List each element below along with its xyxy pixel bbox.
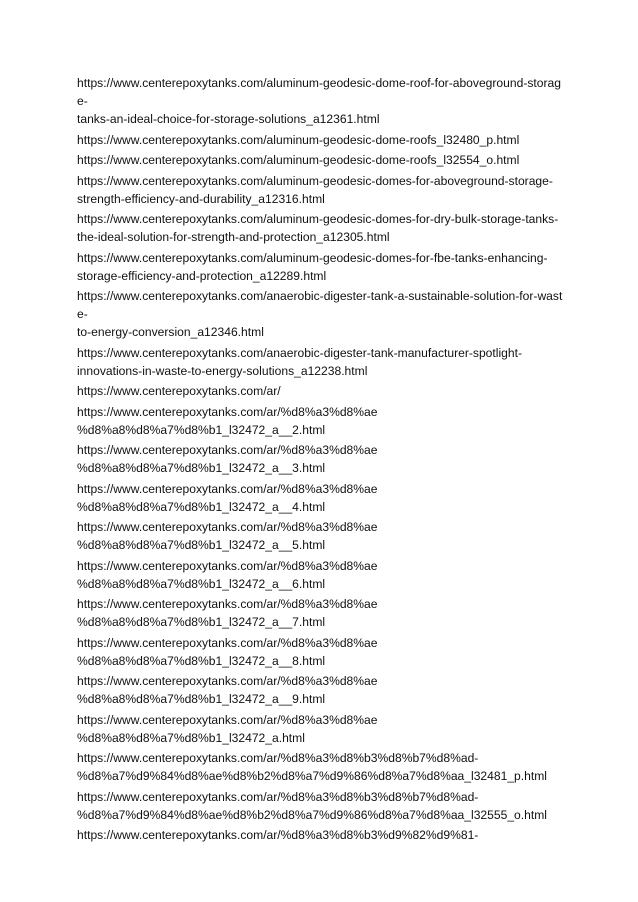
url-item: https://www.centerepoxytanks.com/ar/%d8%a3%d8%ae %d8%a8%d8%a7%d8%b1_l32472_a__2.html bbox=[77, 404, 378, 437]
url-item: https://www.centerepoxytanks.com/aluminum-geodesic-dome-roof-for-aboveground-storage- tanks-an-ideal-choice-for-storage-solutions_a12361.html bbox=[77, 76, 561, 126]
url-item: https://www.centerepoxytanks.com/ar/%d8%a3%d8%ae %d8%a8%d8%a7%d8%b1_l32472_a__4.html bbox=[77, 481, 378, 514]
url-item: https://www.centerepoxytanks.com/ar/%d8%a3%d8%ae %d8%a8%d8%a7%d8%b1_l32472_a__9.html bbox=[77, 674, 378, 706]
url-item: https://www.centerepoxytanks.com/ar/%d8%a3%d8%ae %d8%a8%d8%a7%d8%b1_l32472_a__7.html bbox=[77, 597, 378, 629]
url-item: https://www.centerepoxytanks.com/anaerobic-digester-tank-a-sustainable-solution-for-waste- to-energy-conversion_a12346.html bbox=[77, 289, 563, 339]
url-item: https://www.centerepoxytanks.com/ar/%d8%a3%d8%b3%d9%82%d9%81- bbox=[77, 828, 479, 842]
url-item: https://www.centerepoxytanks.com/aluminum-geodesic-dome-roofs_l32554_o.html bbox=[77, 153, 520, 167]
url-item: https://www.centerepoxytanks.com/aluminum-geodesic-domes-for-dry-bulk-storage-tanks- the-ideal-solution-for-strength-and-protection_a12305.html bbox=[77, 212, 559, 244]
url-item: https://www.centerepoxytanks.com/ar/ bbox=[77, 384, 281, 398]
url-list bbox=[77, 74, 567, 847]
url-item: https://www.centerepoxytanks.com/ar/%d8%a3%d8%b3%d8%b7%d8%ad- %d8%a7%d9%84%d8%ae%d8%b2%d8%a7%d9%86%d8%a7%d8%aa_l32555_o.html bbox=[77, 789, 547, 822]
url-item: https://www.centerepoxytanks.com/aluminum-geodesic-domes-for-fbe-tanks-enhancing- storage-efficiency-and-protection_a12289.html bbox=[77, 250, 548, 283]
url-item: https://www.centerepoxytanks.com/anaerobic-digester-tank-manufacturer-spotlight- innovations-in-waste-to-energy-solutions_a12238.html bbox=[77, 345, 522, 378]
url-item: https://www.centerepoxytanks.com/ar/%d8%a3%d8%b3%d8%b7%d8%ad- %d8%a7%d9%84%d8%ae%d8%b2%d8%a7%d9%86%d8%a7%d8%aa_l32481_p.html bbox=[77, 751, 547, 783]
url-item: https://www.centerepoxytanks.com/ar/%d8%a3%d8%ae %d8%a8%d8%a7%d8%b1_l32472_a.html bbox=[77, 712, 378, 745]
url-item: https://www.centerepoxytanks.com/ar/%d8%a3%d8%ae %d8%a8%d8%a7%d8%b1_l32472_a__6.html bbox=[77, 558, 378, 591]
url-item: https://www.centerepoxytanks.com/ar/%d8%a3%d8%ae %d8%a8%d8%a7%d8%b1_l32472_a__3.html bbox=[77, 443, 378, 475]
url-item: https://www.centerepoxytanks.com/aluminum-geodesic-dome-roofs_l32480_p.html bbox=[77, 132, 520, 147]
url-item: https://www.centerepoxytanks.com/aluminum-geodesic-domes-for-aboveground-storage- strength-efficiency-and-durability_a12316.html bbox=[77, 173, 553, 206]
url-item: https://www.centerepoxytanks.com/ar/%d8%a3%d8%ae %d8%a8%d8%a7%d8%b1_l32472_a__8.html bbox=[77, 635, 378, 668]
url-item: https://www.centerepoxytanks.com/ar/%d8%a3%d8%ae %d8%a8%d8%a7%d8%b1_l32472_a__5.html bbox=[77, 520, 378, 552]
